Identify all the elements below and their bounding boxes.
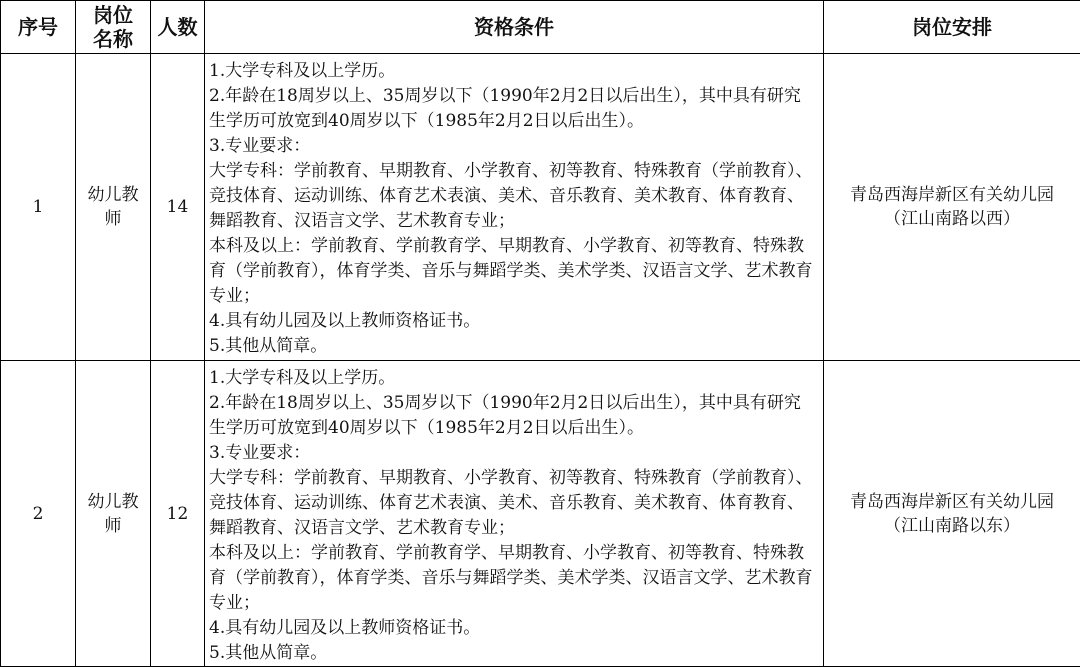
- row-assignment: [824, 54, 1080, 361]
- condition-line: 2.年龄在18周岁以上、35周岁以下（1990年2月2日以后出生），其中具有研究生学历可放宽到40周岁以下（1985年2月2日以后出生）。: [209, 391, 817, 441]
- assignment-line: 青岛西海岸新区有关幼儿园: [824, 183, 1080, 207]
- table-header-row: [1, 1, 1080, 54]
- condition-line: 2.年龄在18周岁以上、35周岁以下（1990年2月2日以后出生），其中具有研究生学历可放宽到40周岁以下（1985年2月2日以后出生）。: [209, 84, 817, 134]
- assignment-line: （江山南路以西）: [824, 207, 1080, 231]
- row-count: 14: [151, 54, 205, 361]
- row-conditions: [205, 361, 824, 667]
- condition-line: 4.具有幼儿园及以上教师资格证书。: [209, 309, 817, 334]
- header-count: 人数: [151, 1, 205, 54]
- row-seq: 2: [1, 361, 76, 667]
- table-row: [1, 54, 1080, 361]
- condition-line: 3.专业要求：: [209, 441, 817, 466]
- row-position: 幼儿教师: [76, 54, 151, 361]
- condition-line: 3.专业要求：: [209, 134, 817, 159]
- condition-line: 1.大学专科及以上学历。: [209, 59, 817, 84]
- condition-line: 5.其他从简章。: [209, 334, 817, 359]
- condition-line: 大学专科：学前教育、早期教育、小学教育、初等教育、特殊教育（学前教育）、竞技体育、运动训练、体育艺术表演、美术、音乐教育、美术教育、体育教育、舞蹈教育、汉语言文学、艺术教育专业；: [209, 159, 817, 234]
- condition-line: 大学专科：学前教育、早期教育、小学教育、初等教育、特殊教育（学前教育）、竞技体育、运动训练、体育艺术表演、美术、音乐教育、美术教育、体育教育、舞蹈教育、汉语言文学、艺术教育专业；: [209, 466, 817, 541]
- assignment-line: 青岛西海岸新区有关幼儿园: [824, 490, 1080, 514]
- header-assignment: 岗位安排: [824, 1, 1080, 54]
- condition-line: 1.大学专科及以上学历。: [209, 366, 817, 391]
- condition-line: 本科及以上：学前教育、学前教育学、早期教育、小学教育、初等教育、特殊教育（学前教育），体育学类、音乐与舞蹈学类、美术学类、汉语言文学、艺术教育专业；: [209, 234, 817, 309]
- header-conditions: 资格条件: [205, 1, 824, 54]
- table-row: [1, 361, 1080, 667]
- header-seq: 序号: [1, 1, 76, 54]
- assignment-line: （江山南路以东）: [824, 514, 1080, 538]
- condition-line: 本科及以上：学前教育、学前教育学、早期教育、小学教育、初等教育、特殊教育（学前教育），体育学类、音乐与舞蹈学类、美术学类、汉语言文学、艺术教育专业；: [209, 541, 817, 616]
- row-count: 12: [151, 361, 205, 667]
- header-position: 岗位名称: [76, 1, 151, 54]
- condition-line: 4.具有幼儿园及以上教师资格证书。: [209, 616, 817, 641]
- row-position: 幼儿教师: [76, 361, 151, 667]
- row-conditions: [205, 54, 824, 361]
- row-seq: 1: [1, 54, 76, 361]
- row-assignment: [824, 361, 1080, 667]
- condition-line: 5.其他从简章。: [209, 641, 817, 666]
